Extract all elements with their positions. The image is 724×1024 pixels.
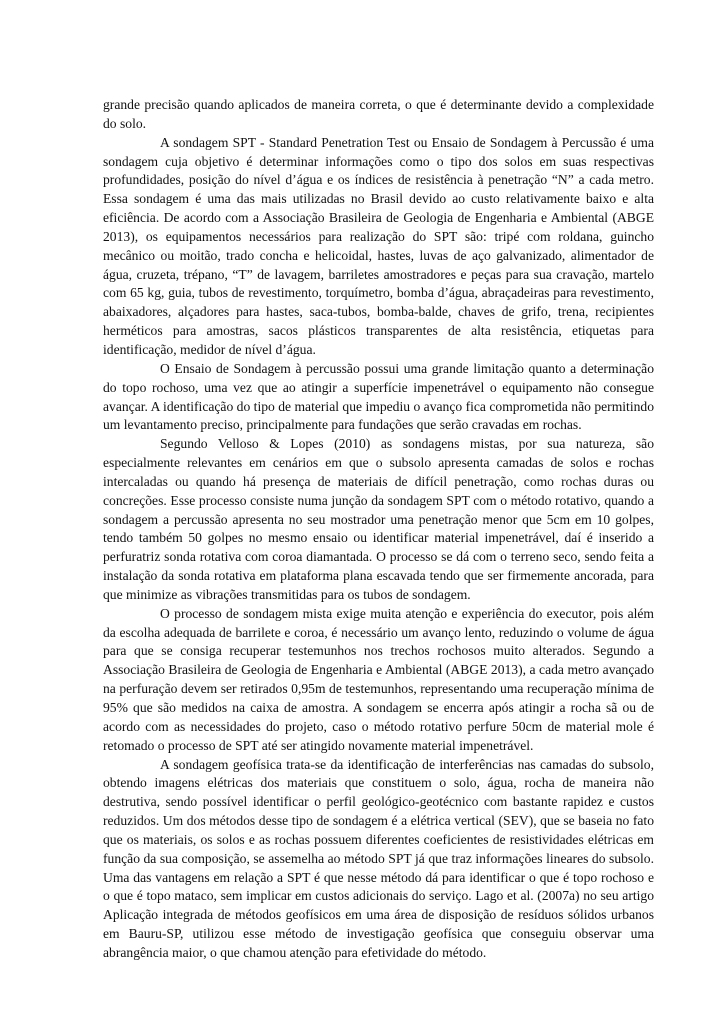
paragraph-spt-description: A sondagem SPT - Standard Penetration Test ou Ensaio de Sondagem à Percussão é uma sondagem cuja objetivo é determinar informações como o tipo dos solos em suas respectivas profundidades, posição do nível d’água e os índices de resistência à penetração “N” a cada metro. Essa sondagem é uma das mais utilizadas no Brasil devido ao custo relativamente baixo e alta eficiência. De acordo com a Associação Brasileira de Geologia de Engenharia e Ambiental (ABGE 2013), os equipamentos necessários para realização do SPT são: tripé com roldana, guincho mecânico ou moitão, trado concha e helicoidal, hastes, luvas de aço galvanizado, alimentador de água, cruzeta, trépano, “T” de lavagem, barriletes amostradores e peças para sua cravação, martelo com 65 kg, guia, tubos de revestimento, torquímetro, bomba d’água, abraçadeiras para revestimento, abaixadores, alçadores para hastes, saca-tubos, bomba-balde, chaves de grifo, trena, recipientes herméticos para amostras, sacos plásticos transparentes de alta resistência, etiquetas para identificação, medidor de nível d’água. [103,134,654,357]
paragraph-mixed-sounding: Segundo Velloso & Lopes (2010) as sondagens mistas, por sua natureza, são especialmente relevantes em cenários em que o subsolo apresenta camadas de solos e rochas intercaladas ou quando há presença de materiais de difícil penetração, como rochas duras ou concreções. Esse processo consiste numa junção da sondagem SPT com o método rotativo, quando a sondagem a percussão apresenta no seu mostrador uma penetração menor que 5cm em 10 golpes, tendo também 50 golpes no mesmo ensaio ou identificar material impenetrável, daí é inserido a perfuratriz sonda rotativa com coroa diamantada. O processo se dá com o terreno seco, sendo feita a instalação da sonda rotativa em plataforma plana escavada tendo que ser firmemente ancorada, para que minimize as vibrações transmitidas para os tubos de sondagem. [103,436,654,602]
document-page [103,96,654,963]
paragraph-percussion-limitation: O Ensaio de Sondagem à percussão possui uma grande limitação quanto a determinação do topo rochoso, uma vez que ao atingir a superfície impenetrável o equipamento não consegue avançar. A identificação do tipo de material que impediu o avanço fica comprometida não permitindo um levantamento preciso, principalmente para fundações que serão cravadas em rochas. [103,360,654,433]
paragraph-mixed-process: O processo de sondagem mista exige muita atenção e experiência do executor, pois além da escolha adequada de barrilete e coroa, é necessário um avanço lento, reduzindo o volume de água para que se consiga recuperar testemunhos nos trechos rochosos muito alterados. Segundo a Associação Brasileira de Geologia de Engenharia e Ambiental (ABGE 2013), a cada metro avançado na perfuração devem ser retirados 0,95m de testemunhos, representando uma recuperação mínima de 95% que são medidos na caixa de amostra. A sondagem se encerra após atingir a rocha sã ou de acordo com as necessidades do projeto, caso o método rotativo perfure 50cm de material mole é retomado o processo de SPT até ser atingido novamente material impenetrável. [103,605,654,753]
paragraph-continuation: grande precisão quando aplicados de maneira correta, o que é determinante devido a complexidade do solo. [103,97,654,131]
paragraph-geophysical-sounding: A sondagem geofísica trata-se da identificação de interferências nas camadas do subsolo, obtendo imagens elétricas dos materiais que constituem o solo, água, rocha de maneira não destrutiva, sendo possível identificar o perfil geológico-geotécnico com bastante rapidez e custos reduzidos. Um dos métodos desse tipo de sondagem é a elétrica vertical (SEV), que se baseia no fato que os materiais, os solos e as rochas possuem diferentes coeficientes de resistividades elétricas em função da sua composição, se assemelha ao método SPT já que traz informações lineares do subsolo. Uma das vantagens em relação a SPT é que nesse método dá para identificar o que é topo rochoso e o que é topo mataco, sem implicar em custos adicionais do serviço. Lago et al. (2007a) no seu artigo Aplicação integrada de métodos geofísicos em uma área de disposição de resíduos sólidos urbanos em Bauru-SP, utilizou esse método de investigação geofísica que conseguiu observar uma abrangência maior, o que chamou atenção para efetividade do método. [103,756,654,960]
